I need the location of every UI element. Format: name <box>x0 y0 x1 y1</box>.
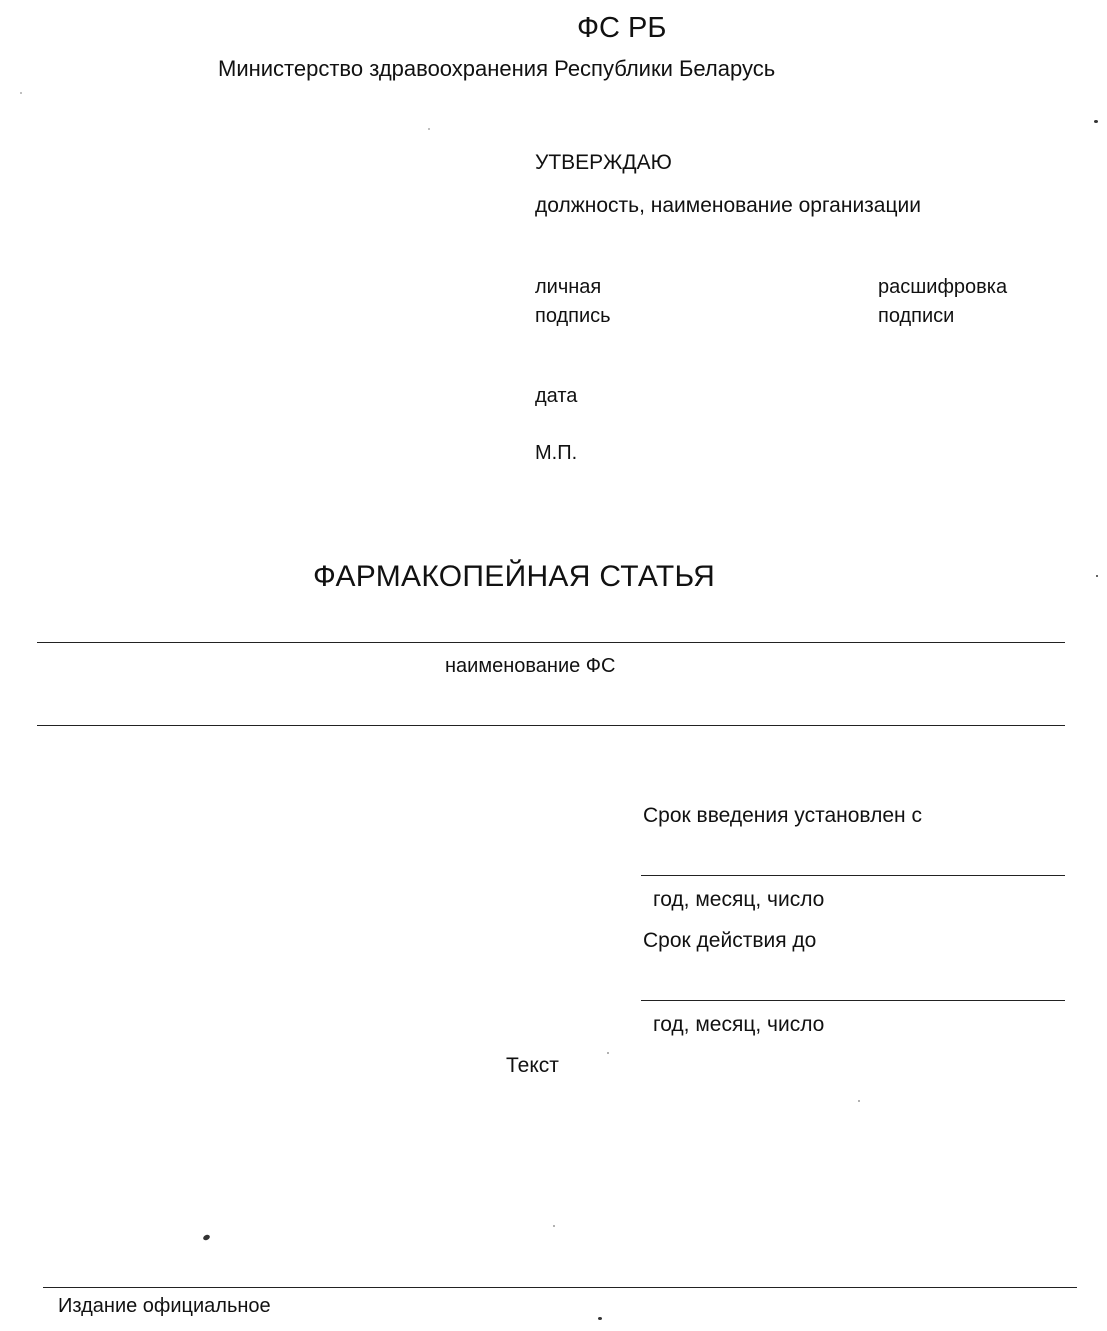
scan-speck <box>202 1234 210 1241</box>
fs-name-bottom-line <box>37 725 1065 726</box>
fs-name-line <box>37 642 1065 643</box>
ministry-name: Министерство здравоохранения Республики Беларусь <box>218 56 776 81</box>
signature-decode-caption-line1: расшифровка <box>878 276 1008 298</box>
scan-speck <box>553 1225 555 1227</box>
fs-name-caption: наименование ФС <box>445 655 616 677</box>
body-text: Текст <box>506 1054 559 1077</box>
intro-date-label: Срок введения установлен с <box>643 804 922 827</box>
scan-speck <box>598 1317 602 1320</box>
signature-decode-caption-line2: подписи <box>878 305 955 327</box>
personal-signature-caption-line2: подпись <box>535 305 611 327</box>
intro-date-line <box>641 875 1065 876</box>
scan-speck <box>1094 120 1098 123</box>
scan-speck <box>858 1100 860 1102</box>
scan-speck <box>1096 575 1098 577</box>
document-code: ФС РБ <box>577 12 667 44</box>
personal-signature-caption-line1: личная <box>535 276 602 298</box>
seal-place-caption: М.П. <box>535 442 578 464</box>
approval-date-caption: дата <box>535 385 578 407</box>
footer-line <box>43 1287 1077 1288</box>
approval-position-caption: должность, наименование организации <box>535 194 921 217</box>
expiry-date-label: Срок действия до <box>643 929 817 952</box>
approval-title: УТВЕРЖДАЮ <box>535 151 672 174</box>
article-title: ФАРМАКОПЕЙНАЯ СТАТЬЯ <box>313 560 716 593</box>
intro-date-caption: год, месяц, число <box>653 888 825 911</box>
edition-note: Издание официальное <box>58 1295 271 1317</box>
expiry-date-line <box>641 1000 1065 1001</box>
scan-speck <box>428 128 430 130</box>
expiry-date-caption: год, месяц, число <box>653 1013 825 1036</box>
scan-speck <box>607 1052 609 1054</box>
scan-speck <box>20 92 22 94</box>
